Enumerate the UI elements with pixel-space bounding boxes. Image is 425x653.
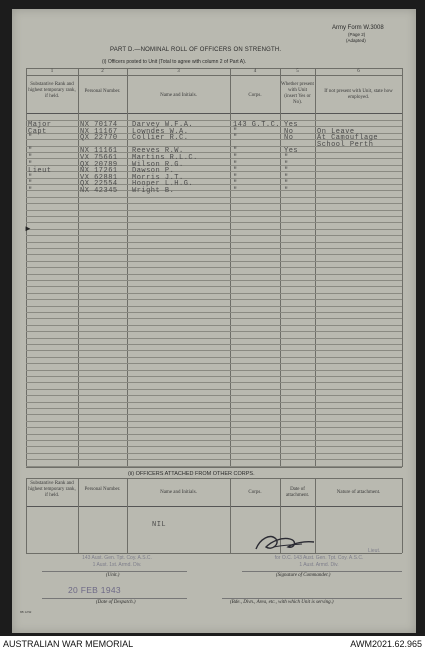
cell-personal-number: QX 22554 xyxy=(80,180,118,189)
section-ii-title: (ii) OFFICERS ATTACHED FROM OTHER CORPS. xyxy=(128,471,255,477)
cell-rank: Major xyxy=(28,121,52,129)
ruled-line xyxy=(26,222,402,223)
form-adapted: (Adapted) xyxy=(346,38,366,43)
cell-present: Yes xyxy=(284,147,299,156)
section-i-title: (i) Officers posted to Unit (Total to agree with column 2 of Part A). xyxy=(102,59,247,65)
header-personal-number: Personal Number. xyxy=(84,89,121,94)
header-present: Whether present with Unit (insert Yes or No). xyxy=(281,82,314,105)
cell-present: " xyxy=(284,167,289,176)
ruled-line xyxy=(26,434,402,435)
ruled-line xyxy=(26,306,402,307)
cell-corps: " xyxy=(233,127,238,136)
ruled-line xyxy=(26,318,402,319)
col-number: 3 xyxy=(177,69,180,74)
cell-corps: 143 G.T.C. xyxy=(233,121,281,129)
cell-present: " xyxy=(284,187,289,195)
cell-rank: Capt xyxy=(28,127,47,136)
ruled-line xyxy=(26,427,402,428)
signature-stamp-rank: Lieut. xyxy=(368,548,381,554)
ruled-line xyxy=(26,235,402,236)
cell-corps: " xyxy=(233,167,238,176)
cell-rank: " xyxy=(28,160,33,169)
col-number: 2 xyxy=(101,69,104,74)
ruled-line xyxy=(26,331,402,332)
ruled-line xyxy=(26,446,402,447)
cell-corps: " xyxy=(233,134,238,143)
ruled-line xyxy=(26,261,402,262)
col-number: 6 xyxy=(357,69,360,74)
cell-rank: " xyxy=(28,180,33,189)
dispatch-date-stamp: 20 FEB 1943 xyxy=(68,585,121,595)
part-title: PART D.—NOMINAL ROLL OF OFFICERS ON STRENGTH. xyxy=(110,47,282,53)
ruled-line xyxy=(26,466,402,467)
cell-present: No xyxy=(284,134,294,143)
cell-name: Darvey W.F.A. xyxy=(132,121,194,129)
ruled-line xyxy=(26,376,402,377)
cell-name: Lowndes W.A. xyxy=(132,127,189,136)
margin-arrow-icon: ► xyxy=(24,224,32,233)
ruled-line xyxy=(26,242,402,243)
cell-name: Wright B. xyxy=(132,187,175,195)
cell-present: Yes xyxy=(284,121,299,129)
ruled-line xyxy=(26,267,402,268)
cell-name: Reeves R.W. xyxy=(132,147,184,156)
ruled-line xyxy=(26,350,402,351)
ruled-line xyxy=(26,203,402,204)
cell-personal-number: NX 11161 xyxy=(80,147,118,156)
attached-header-number: Personal Number. xyxy=(84,487,121,492)
header-name: Name and Initials. xyxy=(160,93,197,98)
cell-present: " xyxy=(284,154,289,162)
ruled-line xyxy=(26,197,402,198)
cell-name: Hooper L.H.G. xyxy=(132,180,194,189)
cell-personal-number: NX 70174 xyxy=(80,121,118,129)
cell-name: Collier R.C. xyxy=(132,134,189,143)
cell-rank: Lieut xyxy=(28,167,52,176)
cell-corps: " xyxy=(233,173,238,182)
ruled-line xyxy=(26,286,402,287)
cell-rank: " xyxy=(28,134,33,143)
cell-name: Dawson P. xyxy=(132,167,175,176)
ruled-line xyxy=(26,344,402,345)
caption-bar xyxy=(0,636,425,653)
attached-header-date: Date of attachment. xyxy=(285,487,310,498)
signature-stamp-line1: for O.C. 143 Aust. Gen. Tpt. Coy. A.S.C. xyxy=(274,555,364,561)
cell-employed: On Leave xyxy=(317,127,355,136)
ruled-line xyxy=(26,254,402,255)
col-number: 1 xyxy=(50,69,54,74)
ruled-line xyxy=(26,293,402,294)
cell-rank: " xyxy=(28,187,33,195)
unit-label: (Unit.) xyxy=(106,573,120,578)
cell-present: " xyxy=(284,180,289,189)
ruled-line xyxy=(26,325,402,326)
cell-present: " xyxy=(284,160,289,169)
attached-header-nature: Nature of attachment. xyxy=(336,490,381,495)
ruled-line xyxy=(26,459,402,460)
header-rank: Substantive Rank and highest temporary rank, if held. xyxy=(28,82,76,99)
ruled-line xyxy=(26,440,402,441)
ruled-line xyxy=(26,299,402,300)
attached-header-name: Name and Initials. xyxy=(160,490,197,495)
form-id: Army Form W.3008 xyxy=(332,25,384,31)
cell-rank: " xyxy=(28,173,33,182)
form-sheet xyxy=(12,9,416,633)
ruled-line xyxy=(26,382,402,383)
cell-personal-number: VX 75661 xyxy=(80,154,118,162)
cell-present: " xyxy=(284,173,289,182)
attached-header-corps: Corps. xyxy=(248,490,262,495)
cell-name: Morris J.T. xyxy=(132,173,184,182)
cell-name: Wilson R.G. xyxy=(132,160,184,169)
cell-corps: " xyxy=(233,187,238,195)
ruled-line xyxy=(26,408,402,409)
col-number: 5 xyxy=(296,69,299,74)
cell-rank: " xyxy=(28,154,33,162)
unit-stamp-line1: 143 Aust. Gen. Tpt. Coy. A.S.C. xyxy=(82,555,152,561)
col-number: 4 xyxy=(253,69,257,74)
cell-personal-number: VX 62881 xyxy=(80,173,118,182)
signature-stamp-line2: 1 Aust. Armd. Div. xyxy=(299,562,339,568)
ruled-line xyxy=(26,421,402,422)
cell-present: No xyxy=(284,127,294,136)
header-corps: Corps. xyxy=(248,93,262,98)
ruled-line xyxy=(26,357,402,358)
cell-personal-number: QX 20789 xyxy=(80,160,118,169)
ruled-line xyxy=(26,363,402,364)
unit-stamp-line2: 1 Aust. 1st. Armd. Div. xyxy=(92,562,142,568)
form-page: (Page 2) xyxy=(348,32,366,37)
cell-personal-number: NX 11167 xyxy=(80,127,118,136)
cell-corps: " xyxy=(233,180,238,189)
commander-signature xyxy=(252,527,322,555)
ruled-line xyxy=(26,229,402,230)
cell-personal-number: NX 17261 xyxy=(80,167,118,176)
nil-entry: NIL xyxy=(152,521,167,529)
print-code: 88 1232 xyxy=(20,610,32,614)
ruled-line xyxy=(26,402,402,403)
header-employed: If not present with Unit, state how employed. xyxy=(324,89,393,100)
cell-personal-number: QX 22770 xyxy=(80,134,118,143)
ruled-line xyxy=(26,395,402,396)
caption-right: AWM2021.62.965 xyxy=(350,639,422,649)
caption-left: AUSTRALIAN WAR MEMORIAL xyxy=(3,639,134,649)
ruled-line xyxy=(26,312,402,313)
ruled-line xyxy=(26,389,402,390)
ruled-line xyxy=(26,274,402,275)
cell-corps: " xyxy=(233,154,238,162)
signature-label: (Signature of Commander.) xyxy=(276,573,331,578)
cell-rank: " xyxy=(28,147,33,156)
location-label: (Bde., Divn., Area, etc., with which Unit is serving.) xyxy=(230,600,334,605)
ruled-line xyxy=(26,210,402,211)
cell-employed: School Perth xyxy=(317,140,374,149)
cell-employed: At Camouflage xyxy=(317,134,379,143)
cell-personal-number: NX 42345 xyxy=(80,187,118,195)
ruled-line xyxy=(26,370,402,371)
ruled-line xyxy=(26,338,402,339)
ruled-line xyxy=(26,453,402,454)
dispatch-label: (Date of Despatch.) xyxy=(96,600,136,605)
cell-corps: " xyxy=(233,147,238,156)
ruled-line xyxy=(26,414,402,415)
ruled-line xyxy=(26,216,402,217)
cell-name: Martins R.L.C. xyxy=(132,154,198,162)
cell-corps: " xyxy=(233,160,238,169)
ruled-line xyxy=(26,248,402,249)
ruled-line xyxy=(26,280,402,281)
attached-header-rank: Substantive Rank and highest temporary rank, if held. xyxy=(28,481,76,498)
